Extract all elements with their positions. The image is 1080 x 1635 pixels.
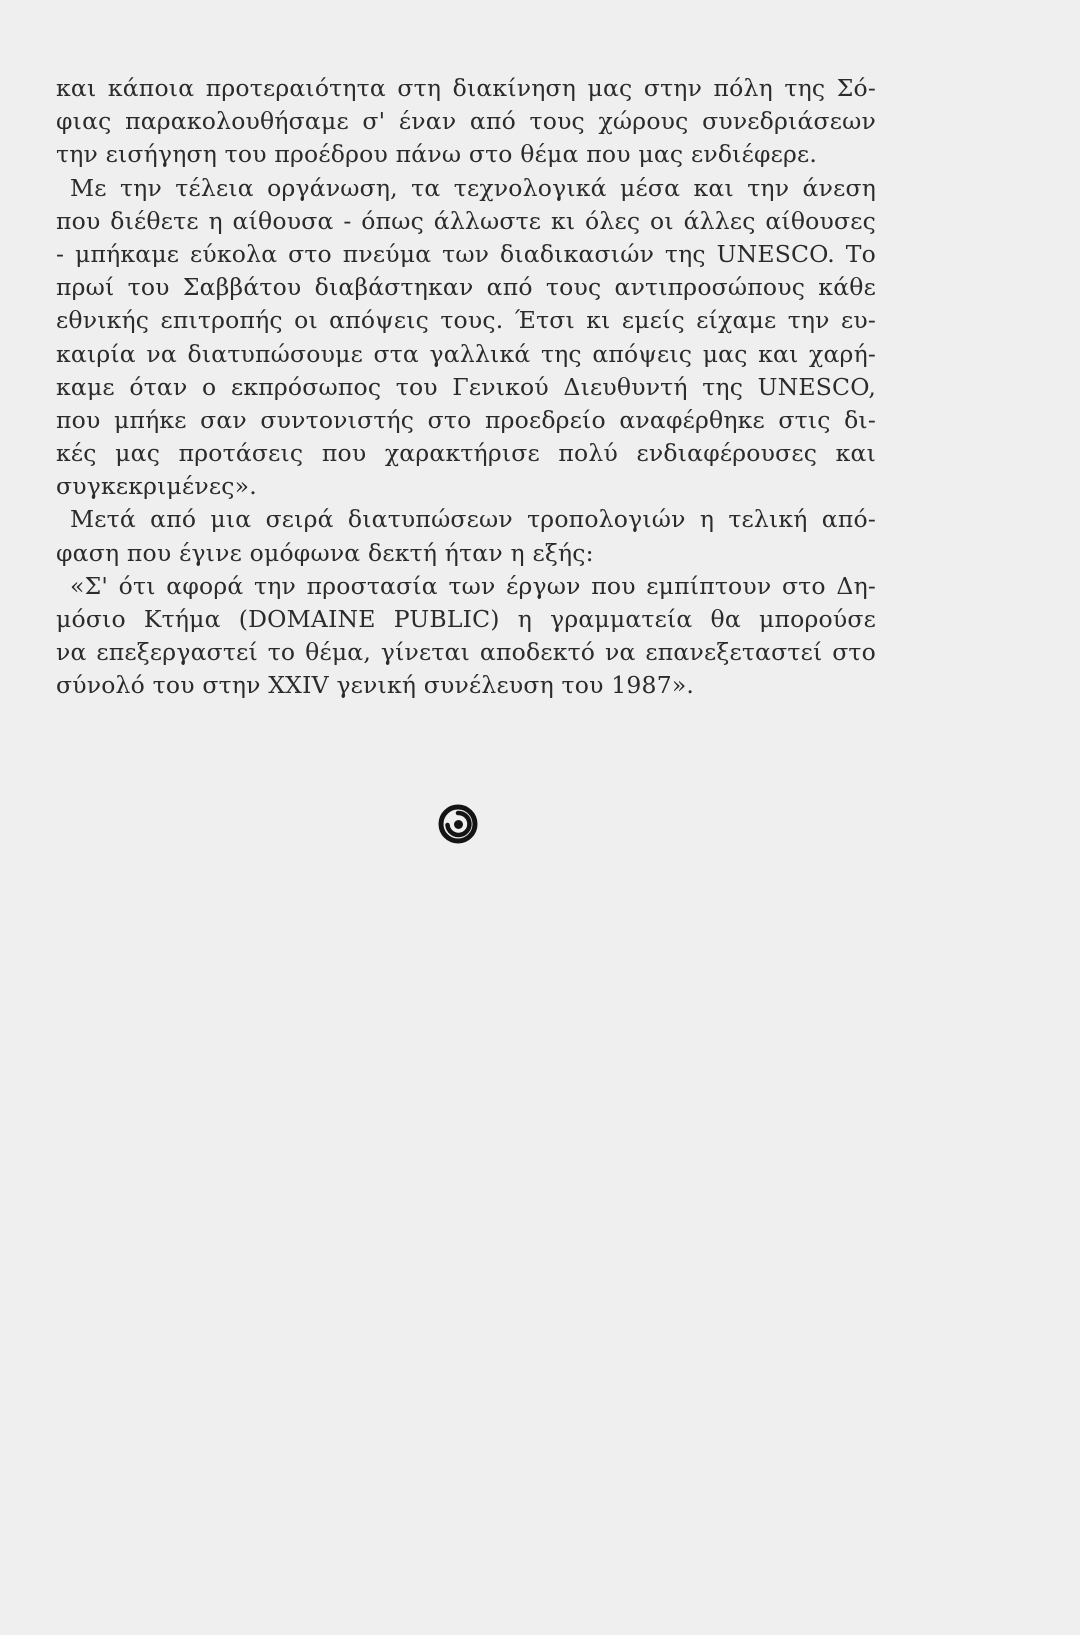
text-line: καμε όταν ο εκπρόσωπος του Γενικού Διευθυντή της UNESCO, xyxy=(56,372,876,401)
text-line: φαση που έγινε ομόφωνα δεκτή ήταν η εξής: xyxy=(56,538,594,567)
text-line: συγκεκριμένες». xyxy=(56,472,257,501)
body-text xyxy=(56,72,876,703)
text-line: «Σ' ότι αφορά την προστασία των έργων που εμπίπτουν στο Δη- xyxy=(70,571,876,600)
text-line: φιας παρακολουθήσαμε σ' έναν από τους χώρους συνεδριάσεων xyxy=(56,107,876,136)
text-line: μόσιο Κτήμα (DOMAINE PUBLIC) η γραμματεία θα μπορούσε xyxy=(56,605,876,633)
text-line: καιρία να διατυπώσουμε στα γαλλικά της απόψεις μας και χαρή- xyxy=(56,339,876,368)
text-line: - μπήκαμε εύκολα στο πνεύμα των διαδικασιών της UNESCO. Το xyxy=(56,239,876,268)
text-line: σύνολό του στην XXIV γενική συνέλευση του 1987». xyxy=(56,671,695,700)
text-line: κές μας προτάσεις που χαρακτήρισε πολύ ενδιαφέρουσες και xyxy=(56,439,876,468)
text-line: Μετά από μια σειρά διατυπώσεων τροπολογιών η τελική από- xyxy=(70,505,876,534)
text-line: πρωί του Σαββάτου διαβάστηκαν από τους αντιπροσώπους κάθε xyxy=(56,273,876,302)
text-line: εθνικής επιτροπής οι απόψεις τους. Έτσι κι εμείς είχαμε την ευ- xyxy=(56,306,876,335)
text-line: να επεξεργαστεί το θέμα, γίνεται αποδεκτό να επανεξεταστεί στο xyxy=(56,638,876,667)
text-line: Με την τέλεια οργάνωση, τα τεχνολογικά μέσα και την άνεση xyxy=(70,173,876,202)
text-line: που διέθετε η αίθουσα - όπως άλλωστε κι όλες οι άλλες αίθουσες xyxy=(56,206,876,235)
spiral-ornament-icon xyxy=(438,804,478,844)
text-line: και κάποια προτεραιότητα στη διακίνηση μας στην πόλη της Σό- xyxy=(56,74,876,102)
text-line: που μπήκε σαν συντονιστής στο προεδρείο αναφέρθηκε στις δι- xyxy=(56,405,876,434)
text-line: την εισήγηση του προέδρου πάνω στο θέμα που μας ενδιέφερε. xyxy=(56,140,818,169)
